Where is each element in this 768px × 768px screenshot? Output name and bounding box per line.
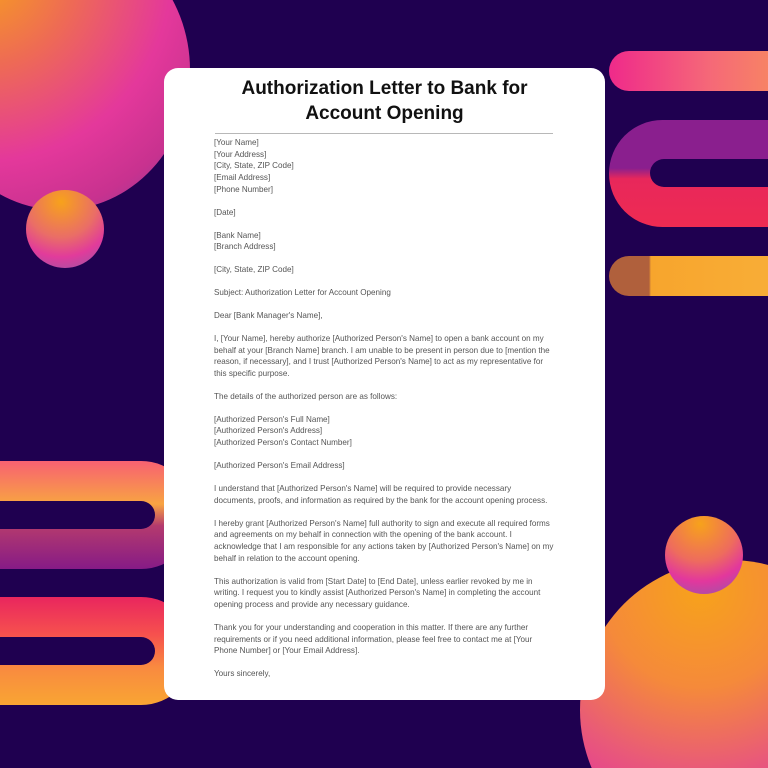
paragraph-validity: This authorization is valid from [Start Date] to [End Date], unless earlier revoked by me in writing. I request you to kindly assist [Authorized Person's Name] in completing the account opening process and provide any necessary guidance. <box>214 576 541 609</box>
authorized-email: [Authorized Person's Email Address] <box>214 461 345 471</box>
decorative-sphere-bottom-right <box>580 560 768 768</box>
paragraph-documents: I understand that [Authorized Person's Name] will be required to provide necessary documents, proofs, and information as required by the bank for the account opening process. <box>214 483 548 505</box>
authorized-contact: [Authorized Person's Contact Number] <box>214 438 352 448</box>
sender-email: [Email Address] <box>214 173 271 183</box>
decorative-band-right-1 <box>609 51 768 91</box>
details-intro: The details of the authorized person are as follows: <box>214 391 398 401</box>
sender-address: [Your Address] <box>214 149 267 159</box>
paragraph-authorization: I, [Your Name], hereby authorize [Authorized Person's Name] to open a bank account on my behalf at your [Branch Name] branch. I am unable to be present in person due to [mention the reason, if necessary], and I trust [Authorized Person's Name] to act as my representative for this specific purpose. <box>214 333 550 378</box>
decorative-small-sphere-right <box>665 516 743 594</box>
document-title <box>164 76 605 126</box>
recipient-city: [City, State, ZIP Code] <box>214 265 294 275</box>
subject-line: Subject: Authorization Letter for Account Opening <box>214 288 391 298</box>
title-line-2: Account Opening <box>305 103 464 124</box>
decorative-loop-bottom-left-2-gap <box>0 637 155 665</box>
authorized-person-details <box>214 414 554 449</box>
date: [Date] <box>214 207 236 217</box>
letter-body <box>214 137 554 691</box>
decorative-band-right-4 <box>609 256 768 296</box>
title-line-1: Authorization Letter to Bank for <box>241 78 528 99</box>
decorative-small-sphere-left <box>26 190 104 268</box>
bank-name: [Bank Name] <box>214 230 261 240</box>
decorative-loop-right-gap <box>650 159 768 187</box>
title-divider <box>215 133 553 134</box>
recipient-block <box>214 230 554 253</box>
sender-phone: [Phone Number] <box>214 184 273 194</box>
authorized-address: [Authorized Person's Address] <box>214 426 323 436</box>
paragraph-authority: I hereby grant [Authorized Person's Name] full authority to sign and execute all required forms and agreements on my behalf in connection with the opening of the bank account. I acknowledge that I am responsible for any actions taken by [Authorized Person's Name] on my behalf in relation to the account opening. <box>214 518 554 563</box>
sender-name: [Your Name] <box>214 138 259 147</box>
closing: Yours sincerely, <box>214 669 271 679</box>
authorized-full-name: [Authorized Person's Full Name] <box>214 414 330 424</box>
decorative-sphere-top-left <box>0 0 190 210</box>
paragraph-thanks: Thank you for your understanding and cooperation in this matter. If there are any further requirements or if you need additional information, please feel free to contact me at [Your Phone Number] or [Your Email Address]. <box>214 622 533 656</box>
letter-card <box>164 68 605 700</box>
sender-city: [City, State, ZIP Code] <box>214 161 294 171</box>
sender-block <box>214 137 554 196</box>
branch-address: [Branch Address] <box>214 242 276 252</box>
decorative-loop-bottom-left-1-gap <box>0 501 155 529</box>
salutation: Dear [Bank Manager's Name], <box>214 310 323 320</box>
